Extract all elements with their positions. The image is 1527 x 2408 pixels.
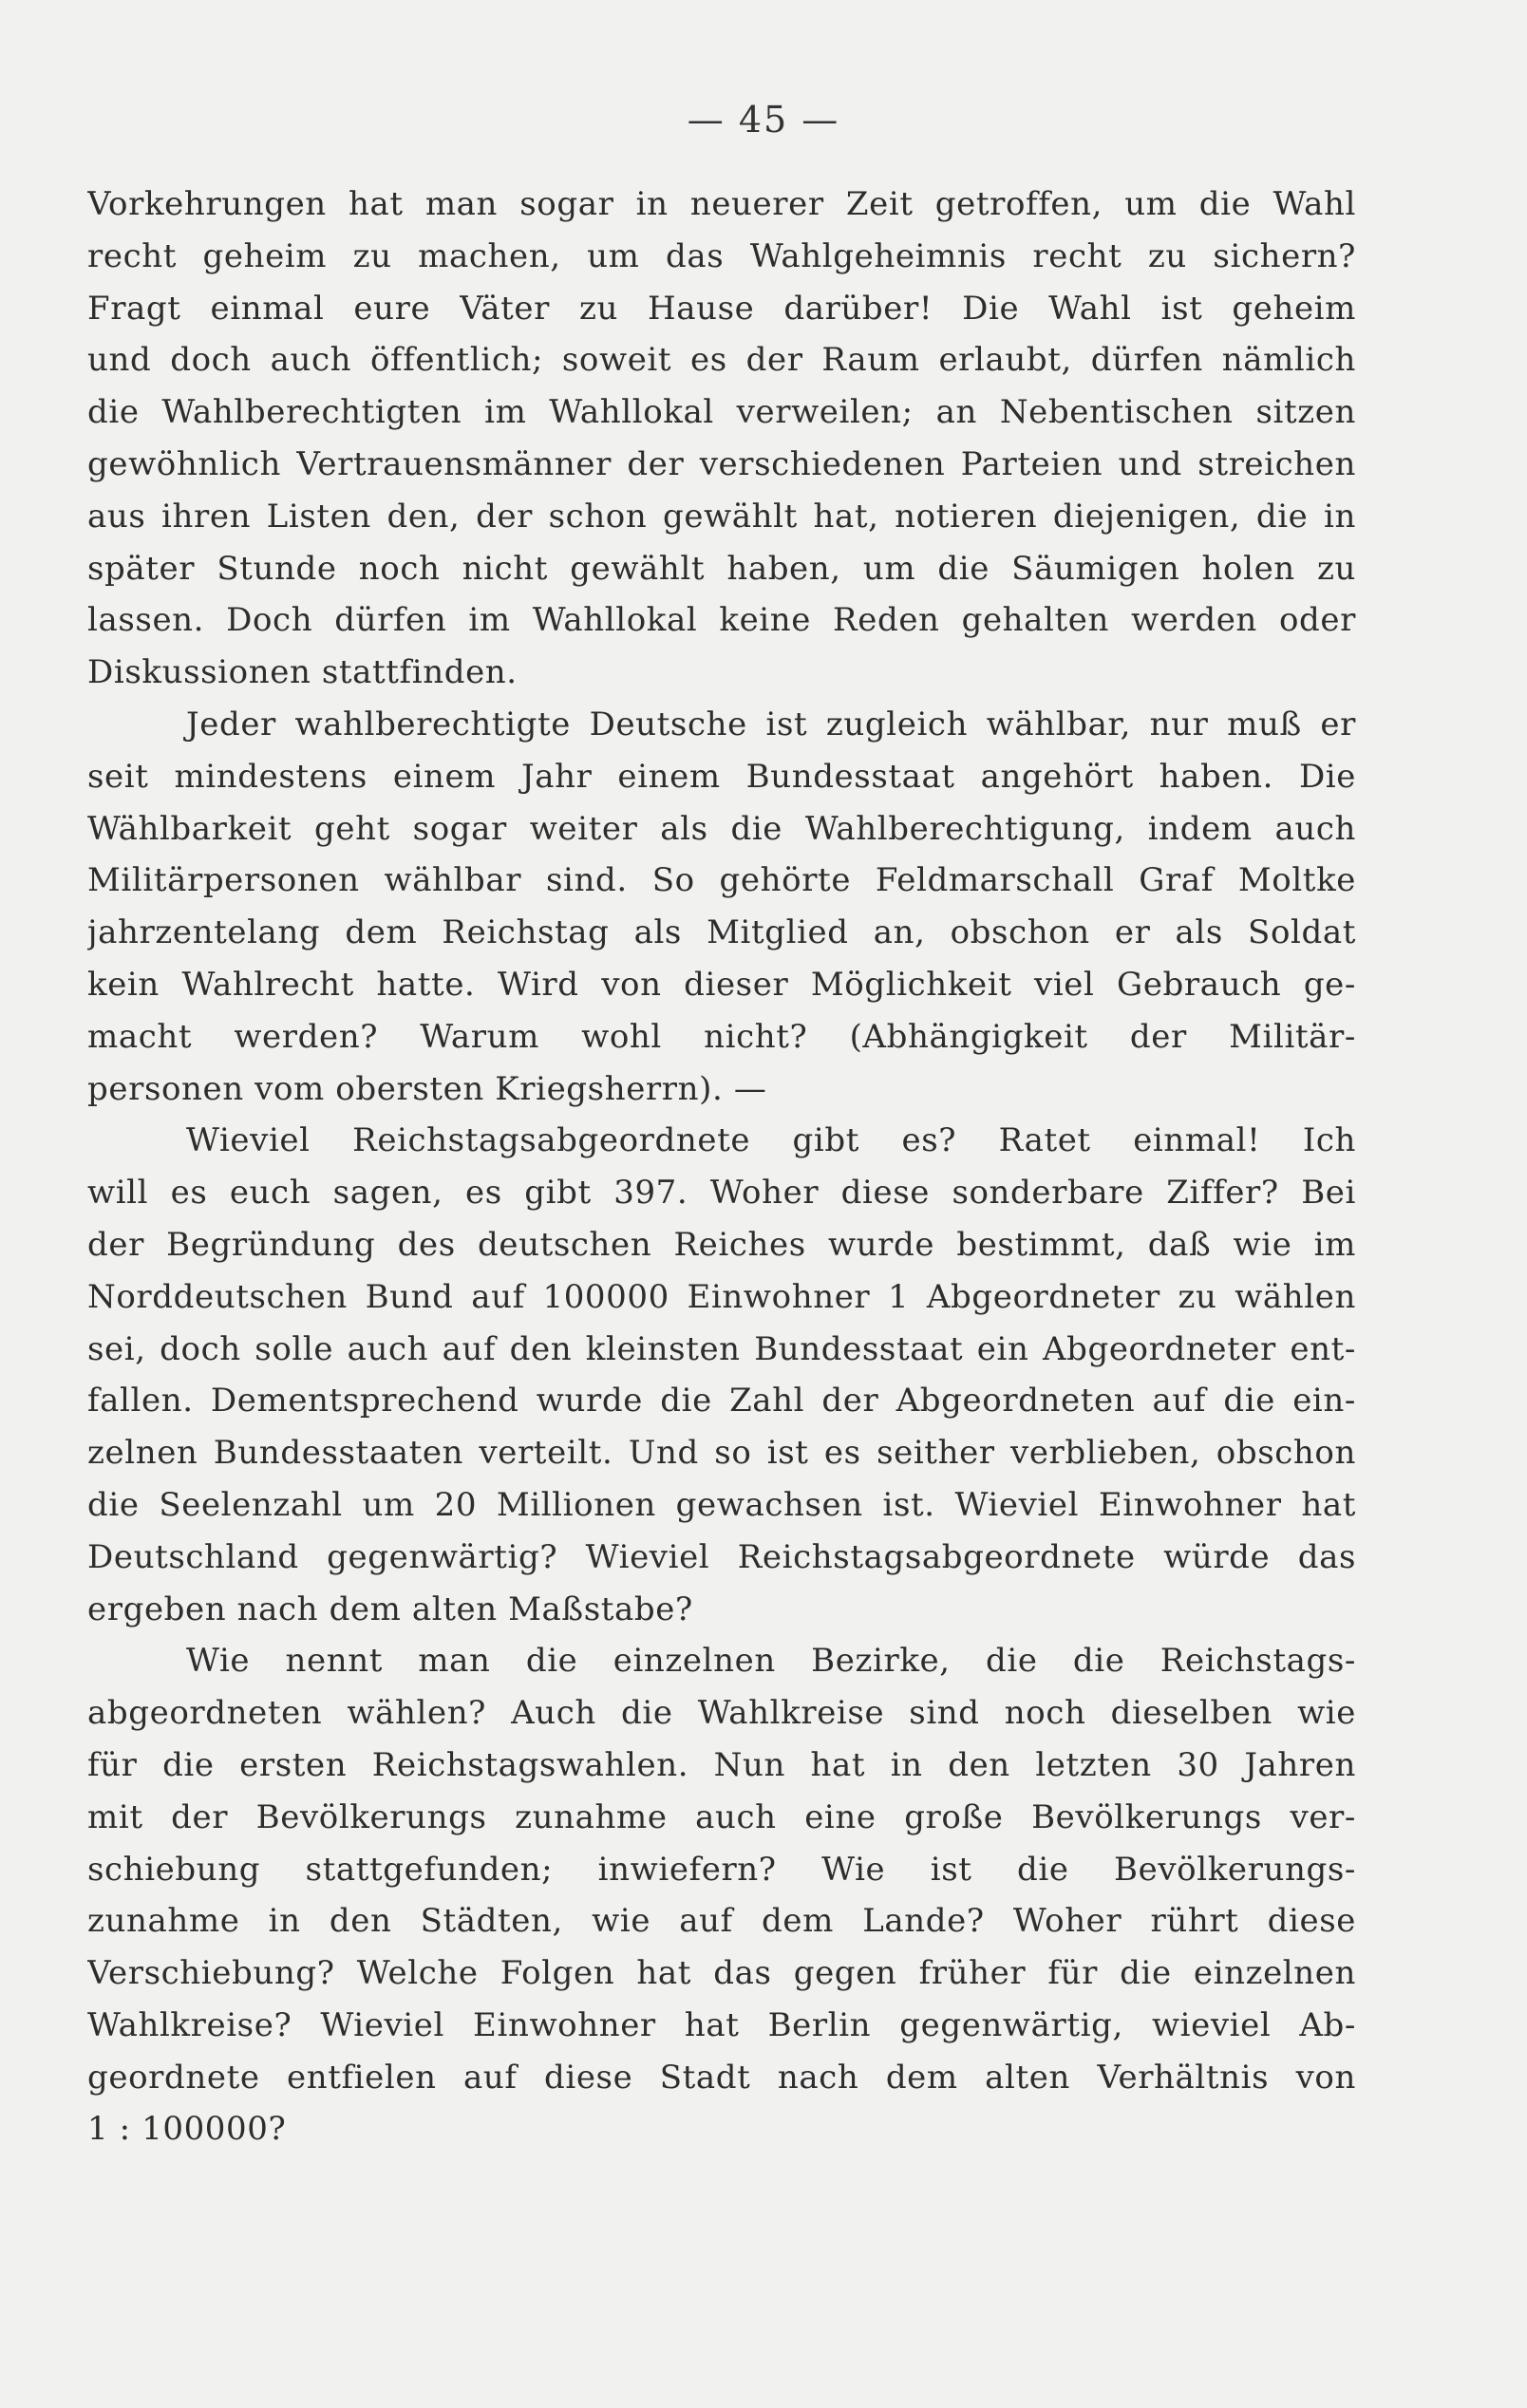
text-line: Norddeutschen Bund auf 100000 Einwohner 1 Abgeordneter zu wählen: [87, 1277, 1356, 1316]
text-line: Wieviel Reichstagsabgeordnete gibt es? Ratet einmal! Ich: [186, 1121, 1356, 1160]
text-line: Vorkehrungen hat man sogar in neuerer Zeit getroffen, um die Wahl: [87, 185, 1356, 223]
text-line: macht werden? Warum wohl nicht? (Abhängigkeit der Militär-: [87, 1017, 1356, 1056]
text-line: gewöhnlich Vertrauensmänner der verschiedenen Parteien und streichen: [87, 444, 1356, 483]
text-line: zelnen Bundesstaaten verteilt. Und so ist es seither verblieben, obschon: [87, 1434, 1356, 1473]
text-line: kein Wahlrecht hatte. Wird von dieser Möglichkeit viel Gebrauch ge-: [87, 965, 1356, 1004]
text-line: zunahme in den Städten, wie auf dem Lande? Woher rührt diese: [87, 1902, 1356, 1941]
text-line: jahrzentelang dem Reichstag als Mitglied an, obschon er als Soldat: [87, 913, 1356, 952]
text-line: Militärpersonen wählbar sind. So gehörte Feldmarschall Graf Moltke: [87, 861, 1356, 900]
text-line: Wie nennt man die einzelnen Bezirke, die die Reichstags-: [186, 1642, 1356, 1681]
text-line: sei, doch solle auch auf den kleinsten Bundesstaat ein Abgeordneter ent-: [87, 1329, 1356, 1368]
paragraph-deputy-count: [87, 1115, 1356, 1635]
text-line: die Seelenzahl um 20 Millionen gewachsen ist. Wieviel Einwohner hat: [87, 1485, 1356, 1524]
paragraph-eligibility: [87, 699, 1356, 1115]
text-line: Wahlkreise? Wieviel Einwohner hat Berlin gegenwärtig, wieviel Ab-: [87, 2005, 1356, 2044]
paragraph-constituencies: [87, 1635, 1356, 2155]
text-line: mit der Bevölkerungs zunahme auch eine große Bevölkerungs ver-: [87, 1797, 1356, 1836]
text-line: 1 : 100000?: [87, 2110, 287, 2149]
text-line: Diskussionen stattfinden.: [87, 653, 518, 692]
text-line: lassen. Doch dürfen im Wahllokal keine Reden gehalten werden oder: [87, 601, 1356, 640]
text-line: geordnete entfielen auf diese Stadt nach dem alten Verhältnis von: [87, 2058, 1356, 2097]
text-line: Wählbarkeit geht sogar weiter als die Wahlberechtigung, indem auch: [87, 809, 1356, 848]
text-line: Fragt einmal eure Väter zu Hause darüber! Die Wahl ist geheim: [87, 289, 1356, 328]
page-number: — 45 —: [687, 99, 840, 141]
text-line: aus ihren Listen den, der schon gewählt hat, notieren diejenigen, die in: [87, 497, 1356, 536]
text-line: und doch auch öffentlich; soweit es der Raum erlaubt, dürfen nämlich: [87, 341, 1356, 380]
text-line: Verschiebung? Welche Folgen hat das gegen früher für die einzelnen: [87, 1954, 1356, 1993]
text-line: schiebung stattgefunden; inwiefern? Wie ist die Bevölkerungs-: [87, 1850, 1356, 1889]
text-line: personen vom obersten Kriegsherrn). —: [87, 1069, 767, 1108]
text-line: Jeder wahlberechtigte Deutsche ist zugleich wählbar, nur muß er: [186, 705, 1356, 743]
page-body: [87, 179, 1356, 2155]
text-line: recht geheim zu machen, um das Wahlgeheimnis recht zu sichern?: [87, 236, 1356, 275]
text-line: der Begründung des deutschen Reiches wurde bestimmt, daß wie im: [87, 1225, 1356, 1264]
text-line: für die ersten Reichstagswahlen. Nun hat in den letzten 30 Jahren: [87, 1745, 1356, 1784]
text-line: fallen. Dementsprechend wurde die Zahl der Abgeordneten auf die ein-: [87, 1382, 1356, 1420]
text-line: Deutschland gegenwärtig? Wieviel Reichstagsabgeordnete würde das: [87, 1537, 1356, 1576]
text-line: ergeben nach dem alten Maßstabe?: [87, 1590, 693, 1628]
paragraph-polling-secrecy: [87, 179, 1356, 699]
text-line: später Stunde noch nicht gewählt haben, um die Säumigen holen zu: [87, 549, 1356, 588]
text-line: will es euch sagen, es gibt 397. Woher diese sonderbare Ziffer? Bei: [87, 1174, 1356, 1213]
text-line: die Wahlberechtigten im Wahllokal verweilen; an Nebentischen sitzen: [87, 393, 1356, 432]
text-line: seit mindestens einem Jahr einem Bundesstaat angehört haben. Die: [87, 757, 1356, 796]
text-line: abgeordneten wählen? Auch die Wahlkreise sind noch dieselben wie: [87, 1694, 1356, 1733]
